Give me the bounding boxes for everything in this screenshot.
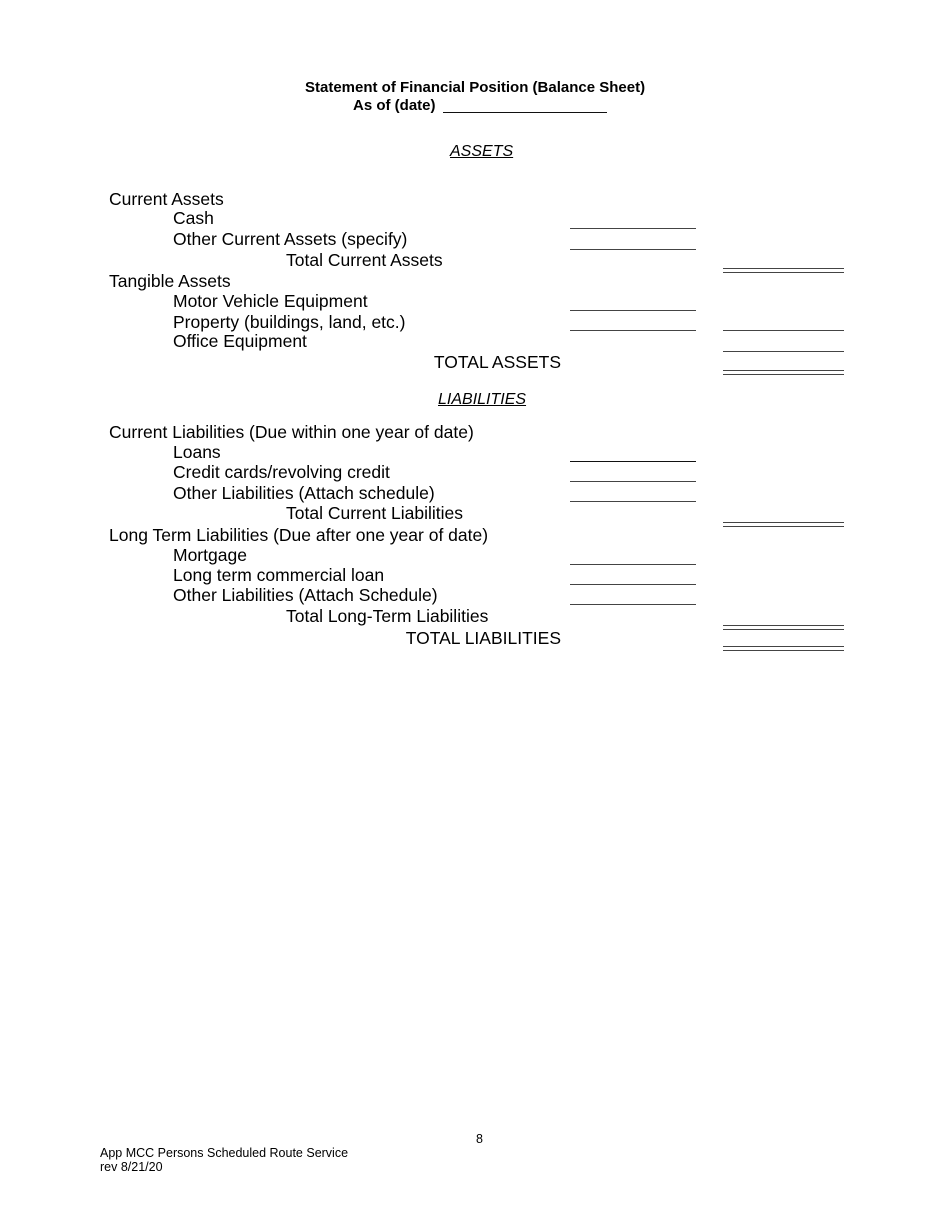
other-current-assets-field[interactable]: [570, 249, 696, 250]
long-term-loan-field[interactable]: [570, 584, 696, 585]
total-current-liabilities-field[interactable]: [723, 522, 844, 527]
other-liabilities-1-label: Other Liabilities (Attach schedule): [173, 483, 435, 503]
credit-cards-field[interactable]: [570, 481, 696, 482]
total-long-term-liabilities-field[interactable]: [723, 625, 844, 630]
cash-amount-field[interactable]: [570, 228, 696, 229]
total-long-term-liabilities-label: Total Long-Term Liabilities: [286, 606, 489, 626]
liabilities-heading: LIABILITIES: [438, 391, 527, 408]
credit-cards-label: Credit cards/revolving credit: [173, 462, 390, 482]
assets-heading: ASSETS: [450, 143, 514, 160]
motor-vehicle-label: Motor Vehicle Equipment: [173, 291, 368, 311]
motor-vehicle-field[interactable]: [570, 310, 696, 311]
mortgage-field[interactable]: [570, 564, 696, 565]
other-liabilities-2-label: Other Liabilities (Attach Schedule): [173, 585, 438, 605]
other-liabilities-2-field[interactable]: [570, 604, 696, 605]
total-current-assets-label: Total Current Assets: [286, 250, 443, 270]
other-liabilities-1-field[interactable]: [570, 501, 696, 502]
long-term-loan-label: Long term commercial loan: [173, 565, 385, 585]
property-field[interactable]: [570, 330, 696, 331]
total-current-liabilities-label: Total Current Liabilities: [286, 503, 464, 523]
office-equipment-label: Office Equipment: [173, 331, 307, 351]
total-liabilities-field[interactable]: [723, 646, 844, 651]
total-liabilities-label: TOTAL LIABILITIES: [405, 628, 561, 648]
current-assets-label: Current Assets: [109, 189, 224, 209]
cash-label: Cash: [173, 208, 214, 228]
footer-revision: rev 8/21/20: [100, 1160, 163, 1174]
total-current-assets-field[interactable]: [723, 268, 844, 273]
tangible-assets-label: Tangible Assets: [109, 271, 231, 291]
loans-label: Loans: [173, 442, 221, 462]
footer-doc-name: App MCC Persons Scheduled Route Service: [100, 1146, 349, 1160]
total-assets-label: TOTAL ASSETS: [433, 352, 561, 372]
page-number: 8: [476, 1132, 483, 1146]
tangible-subtotal-field[interactable]: [723, 330, 844, 331]
long-term-liabilities-label: Long Term Liabilities (Due after one year of date): [109, 525, 489, 545]
total-assets-field[interactable]: [723, 370, 844, 375]
current-liabilities-label: Current Liabilities (Due within one year of date): [109, 422, 474, 442]
property-label: Property (buildings, land, etc.): [173, 312, 406, 332]
document-title: Statement of Financial Position (Balance Sheet): [305, 79, 646, 96]
mortgage-label: Mortgage: [173, 545, 247, 565]
as-of-date-field[interactable]: [443, 112, 607, 113]
loans-field[interactable]: [570, 461, 696, 462]
other-current-assets-label: Other Current Assets (specify): [173, 229, 408, 249]
office-equipment-field[interactable]: [723, 351, 844, 352]
as-of-date-label: As of (date): [353, 97, 436, 114]
